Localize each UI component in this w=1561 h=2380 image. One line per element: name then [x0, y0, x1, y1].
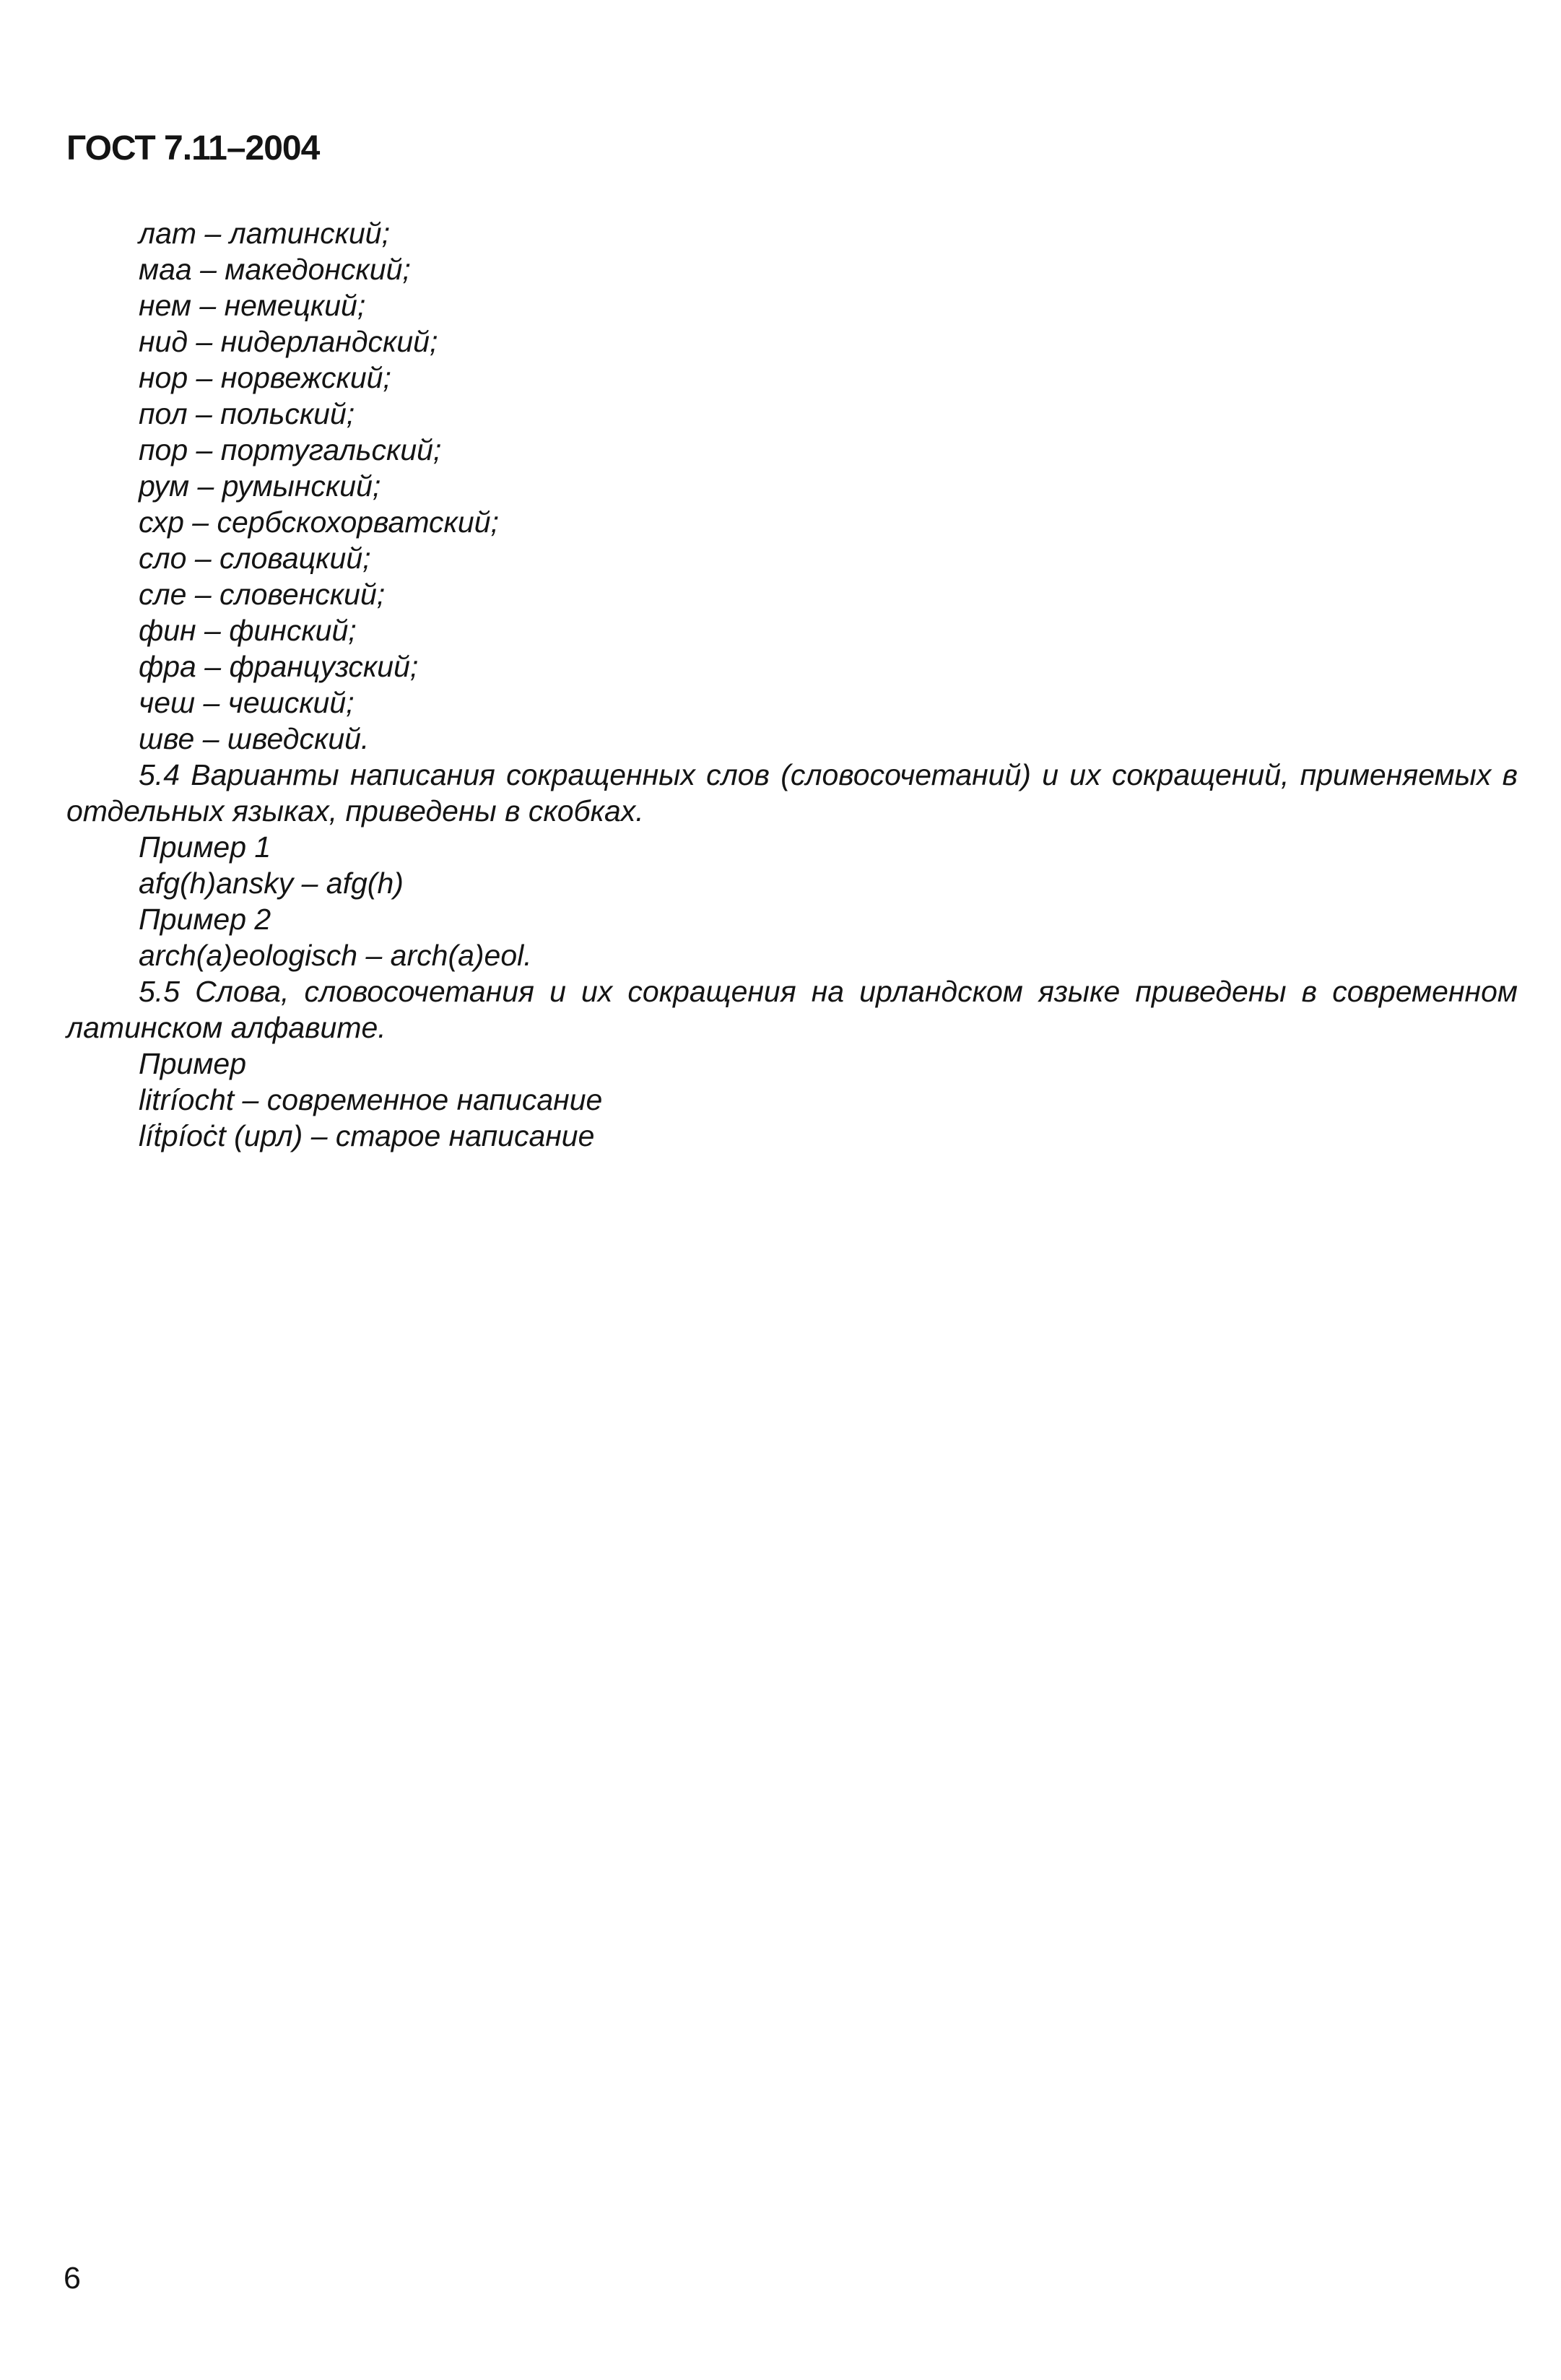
list-item: лат – латинский;: [139, 217, 390, 250]
example-1-text: afg(h)ansky – afg(h): [139, 867, 404, 900]
example-1-label: Пример 1: [139, 830, 271, 864]
list-item: фин – финский;: [139, 614, 357, 647]
section-5-5: [66, 973, 1518, 1154]
list-item: рум – румынский;: [139, 469, 381, 503]
language-abbreviation-list: [66, 215, 1518, 757]
list-item: пол – польский;: [139, 397, 355, 430]
list-item: чеш – чешский;: [139, 686, 355, 719]
section-5-4: [66, 757, 1518, 973]
list-item: нид – нидерландский;: [139, 325, 438, 358]
list-item: нор – норвежский;: [139, 361, 391, 394]
document-body: [66, 215, 1518, 1154]
list-item: шве – шведский.: [139, 722, 370, 755]
list-item: пор – португальский;: [139, 433, 442, 466]
list-item: фра – французский;: [139, 650, 419, 683]
page-number: 6: [64, 2261, 81, 2296]
list-item: сле – словенский;: [139, 578, 386, 611]
section-5-5-paragraph: 5.5 Слова, словосочетания и их сокращения на ирландском языке приведены в современном латинском алфавите.: [66, 975, 1518, 1044]
list-item: схр – сербскохорватский;: [139, 505, 499, 539]
list-item: сло – словацкий;: [139, 542, 371, 575]
list-item: нем – немецкий;: [139, 289, 366, 322]
example-2-label: Пример 2: [139, 903, 271, 936]
section-5-4-paragraph: 5.4 Варианты написания сокращенных слов (словосочетаний) и их сокращений, применяемых в отдельных языках, приведены в скобках.: [66, 758, 1518, 828]
example-modern-spelling: litríocht – современное написание: [139, 1083, 603, 1116]
list-item: маа – македонский;: [139, 253, 411, 286]
example-old-spelling: líṫpíoċt (ирл) – старое написание: [139, 1119, 595, 1152]
document-header: ГОСТ 7.11–2004: [66, 129, 320, 168]
example-2-text: arch(a)eologisch – arch(a)eol.: [139, 939, 532, 972]
example-label: Пример: [139, 1047, 247, 1080]
